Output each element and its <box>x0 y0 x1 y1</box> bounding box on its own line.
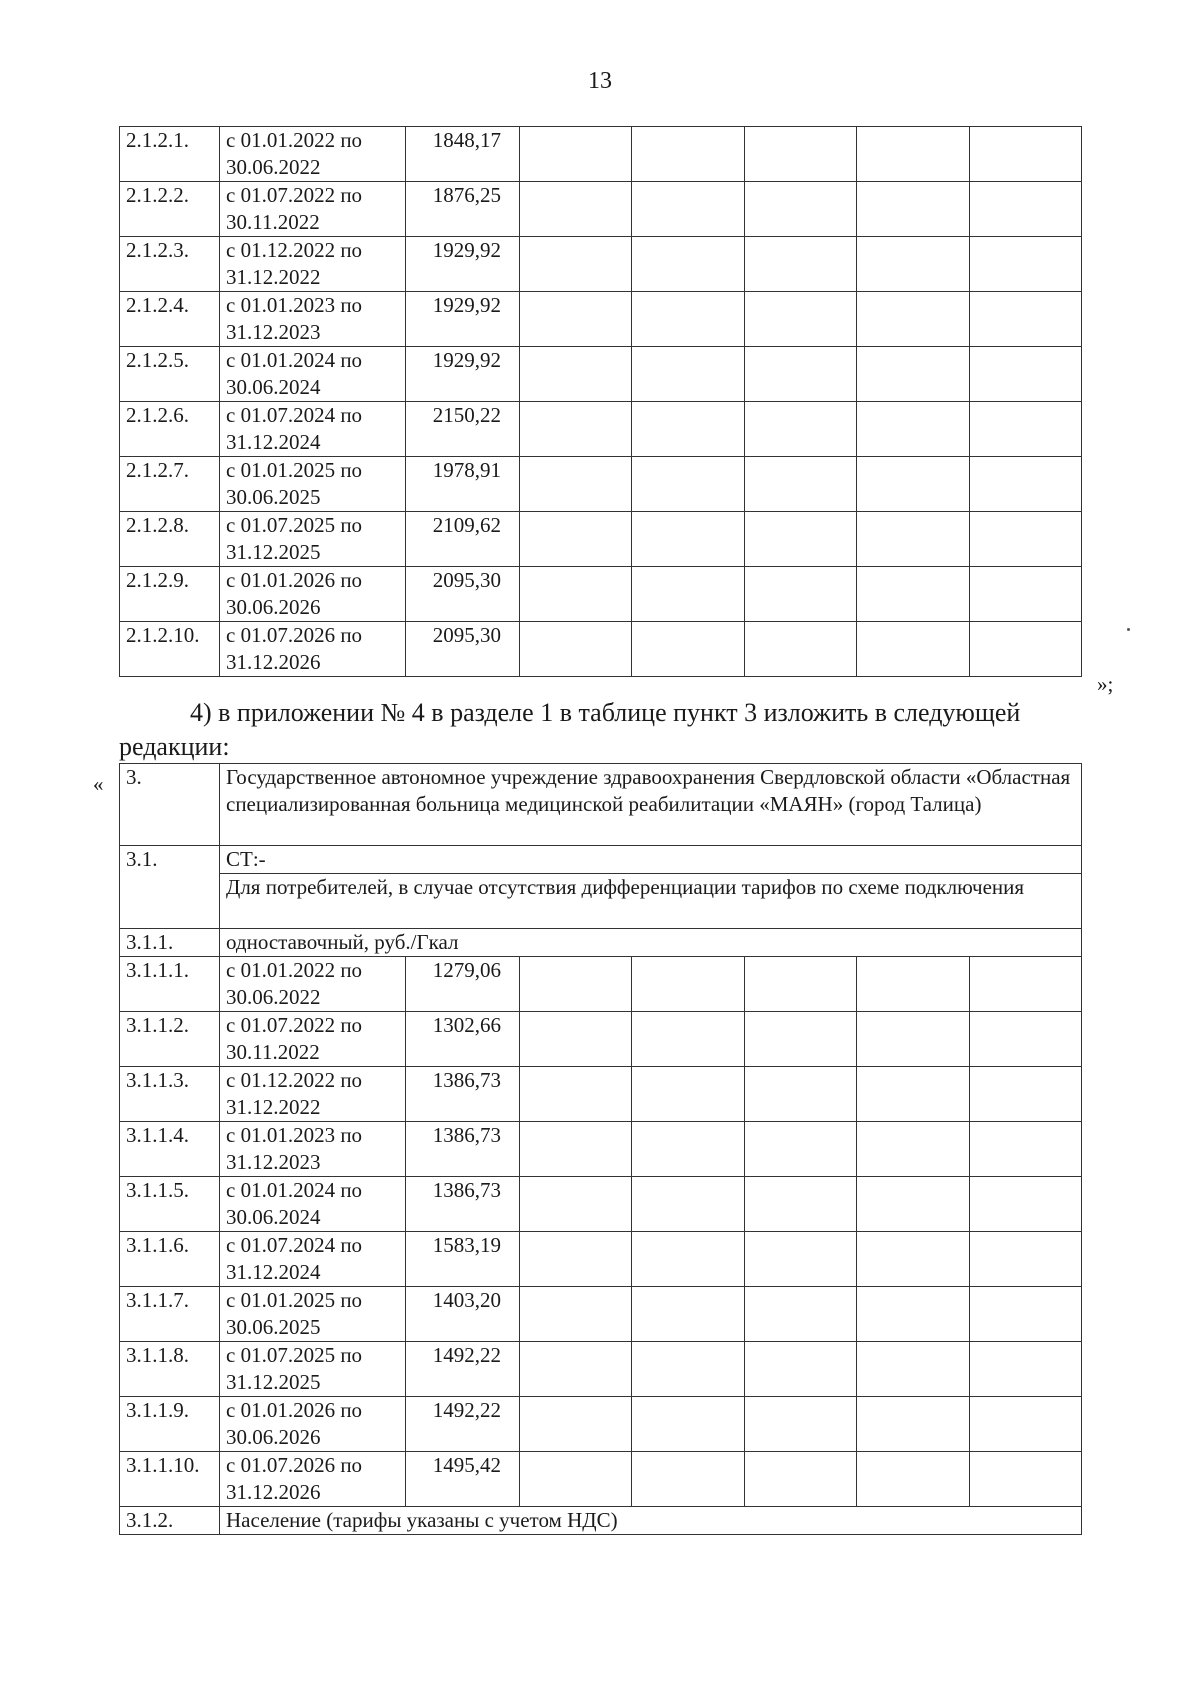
empty-cell <box>632 127 745 182</box>
empty-cell <box>520 622 632 677</box>
tariff-value-cell: 1403,20 <box>406 1287 520 1342</box>
row-number: 3.1.1.2. <box>120 1012 220 1067</box>
instruction-line-1: 4) в приложении № 4 в разделе 1 в таблице пункт 3 изложить в следующей <box>190 698 1021 727</box>
empty-cell <box>632 1012 745 1067</box>
table-row <box>120 292 1082 347</box>
empty-cell <box>632 347 745 402</box>
table-row <box>120 1397 1082 1452</box>
empty-cell <box>520 347 632 402</box>
empty-cell <box>970 127 1082 182</box>
table-row <box>120 402 1082 457</box>
empty-cell <box>857 457 970 512</box>
empty-cell <box>520 1287 632 1342</box>
empty-cell <box>970 347 1082 402</box>
empty-cell <box>857 567 970 622</box>
empty-cell <box>632 1452 745 1507</box>
empty-cell <box>857 1067 970 1122</box>
tariff-value-cell: 1876,25 <box>406 182 520 237</box>
empty-cell <box>632 512 745 567</box>
tariff-value-cell: 1386,73 <box>406 1122 520 1177</box>
table-row-consumers <box>120 874 1082 929</box>
empty-cell <box>520 512 632 567</box>
period-cell: с 01.07.2022 по 30.11.2022 <box>220 182 406 237</box>
empty-cell <box>857 292 970 347</box>
empty-cell <box>857 1452 970 1507</box>
empty-cell <box>632 1342 745 1397</box>
empty-cell <box>520 1342 632 1397</box>
tariff-value-cell: 1929,92 <box>406 237 520 292</box>
row-number: 3.1.1.1. <box>120 957 220 1012</box>
period-cell: с 01.07.2025 по 31.12.2025 <box>220 512 406 567</box>
empty-cell <box>857 237 970 292</box>
period-cell: с 01.07.2022 по 30.11.2022 <box>220 1012 406 1067</box>
empty-cell <box>520 237 632 292</box>
empty-cell <box>520 182 632 237</box>
period-cell: с 01.07.2024 по 31.12.2024 <box>220 402 406 457</box>
empty-cell <box>970 567 1082 622</box>
row-number: 2.1.2.9. <box>120 567 220 622</box>
organization-name: Государственное автономное учреждение здравоохранения Свердловской области «Областная специализированная больница медицинской реабилитации «МАЯН» (город Талица) <box>220 764 1082 846</box>
empty-cell <box>745 1342 857 1397</box>
empty-cell <box>857 1342 970 1397</box>
row-number: 3. <box>120 764 220 846</box>
empty-cell <box>857 622 970 677</box>
row-number: 3.1.1.8. <box>120 1342 220 1397</box>
tariff-value-cell: 2095,30 <box>406 622 520 677</box>
empty-cell <box>970 1452 1082 1507</box>
empty-cell <box>970 182 1082 237</box>
table-row <box>120 1452 1082 1507</box>
tariff-value-cell: 1583,19 <box>406 1232 520 1287</box>
empty-cell <box>857 1232 970 1287</box>
empty-cell <box>745 957 857 1012</box>
empty-cell <box>970 237 1082 292</box>
tariff-value-cell: 2095,30 <box>406 567 520 622</box>
empty-cell <box>970 1177 1082 1232</box>
table-row <box>120 512 1082 567</box>
empty-cell <box>745 127 857 182</box>
tariff-value-cell: 1386,73 <box>406 1177 520 1232</box>
period-cell: с 01.01.2026 по 30.06.2026 <box>220 567 406 622</box>
empty-cell <box>745 1232 857 1287</box>
empty-cell <box>857 1012 970 1067</box>
empty-cell <box>632 182 745 237</box>
empty-cell <box>745 622 857 677</box>
empty-cell <box>745 1012 857 1067</box>
empty-cell <box>520 1067 632 1122</box>
row-number: 2.1.2.1. <box>120 127 220 182</box>
empty-cell <box>970 512 1082 567</box>
instruction-line-2: редакции: <box>119 732 230 761</box>
table-row <box>120 1232 1082 1287</box>
tariff-value-cell: 1978,91 <box>406 457 520 512</box>
empty-cell <box>857 1177 970 1232</box>
st-label: СТ:- <box>220 846 1082 874</box>
period-cell: с 01.01.2022 по 30.06.2022 <box>220 127 406 182</box>
tariff-value-cell: 1929,92 <box>406 347 520 402</box>
empty-cell <box>520 1122 632 1177</box>
empty-cell <box>745 237 857 292</box>
table-row <box>120 622 1082 677</box>
empty-cell <box>970 292 1082 347</box>
period-cell: с 01.12.2022 по 31.12.2022 <box>220 237 406 292</box>
consumers-text: Для потребителей, в случае отсутствия дифференциации тарифов по схеме подключения <box>220 874 1082 929</box>
row-number: 2.1.2.8. <box>120 512 220 567</box>
table-row <box>120 957 1082 1012</box>
table-row <box>120 182 1082 237</box>
opening-quote: « <box>93 772 104 796</box>
empty-cell <box>632 622 745 677</box>
empty-cell <box>632 457 745 512</box>
empty-cell <box>632 567 745 622</box>
empty-cell <box>632 1287 745 1342</box>
empty-cell <box>857 347 970 402</box>
table-row-3-1-2 <box>120 1507 1082 1535</box>
table-row-3-1-1 <box>120 929 1082 957</box>
empty-cell <box>970 1122 1082 1177</box>
empty-cell <box>520 292 632 347</box>
empty-cell <box>970 457 1082 512</box>
row-number: 2.1.2.4. <box>120 292 220 347</box>
table-row <box>120 237 1082 292</box>
tariff-value-cell: 1492,22 <box>406 1342 520 1397</box>
empty-cell <box>745 1287 857 1342</box>
empty-cell <box>520 127 632 182</box>
table-row <box>120 1342 1082 1397</box>
period-cell: с 01.01.2023 по 31.12.2023 <box>220 1122 406 1177</box>
tariff-table-3 <box>119 763 1082 1535</box>
empty-cell <box>745 292 857 347</box>
empty-cell <box>745 512 857 567</box>
empty-cell <box>520 957 632 1012</box>
empty-cell <box>857 402 970 457</box>
empty-cell <box>857 1397 970 1452</box>
empty-cell <box>857 182 970 237</box>
empty-cell <box>745 1177 857 1232</box>
row-number: 2.1.2.7. <box>120 457 220 512</box>
empty-cell <box>632 1122 745 1177</box>
scan-speck <box>1127 628 1130 631</box>
table-row-3-1 <box>120 846 1082 874</box>
empty-cell <box>745 347 857 402</box>
table-row <box>120 1177 1082 1232</box>
tariff-table-2-1-2-body <box>120 127 1082 677</box>
period-cell: с 01.01.2024 по 30.06.2024 <box>220 347 406 402</box>
period-cell: с 01.01.2023 по 31.12.2023 <box>220 292 406 347</box>
row-number: 2.1.2.5. <box>120 347 220 402</box>
period-cell: с 01.07.2024 по 31.12.2024 <box>220 1232 406 1287</box>
empty-cell <box>970 1067 1082 1122</box>
row-number: 3.1.1.10. <box>120 1452 220 1507</box>
tariff-value-cell: 1929,92 <box>406 292 520 347</box>
table-row <box>120 127 1082 182</box>
empty-cell <box>970 1397 1082 1452</box>
empty-cell <box>745 567 857 622</box>
row-number: 3.1.1.3. <box>120 1067 220 1122</box>
population-text: Население (тарифы указаны с учетом НДС) <box>220 1507 1082 1535</box>
empty-cell <box>520 1177 632 1232</box>
tariff-value-cell: 1495,42 <box>406 1452 520 1507</box>
empty-cell <box>632 402 745 457</box>
empty-cell <box>857 1122 970 1177</box>
tariff-value-cell: 1302,66 <box>406 1012 520 1067</box>
tariff-table-2-1-2 <box>119 126 1082 677</box>
table-row <box>120 567 1082 622</box>
tariff-value-cell: 1386,73 <box>406 1067 520 1122</box>
period-cell: с 01.01.2024 по 30.06.2024 <box>220 1177 406 1232</box>
empty-cell <box>520 1397 632 1452</box>
row-number: 3.1.1.6. <box>120 1232 220 1287</box>
period-cell: с 01.07.2025 по 31.12.2025 <box>220 1342 406 1397</box>
empty-cell <box>520 567 632 622</box>
closing-quote: »; <box>1097 672 1114 696</box>
page-number: 13 <box>588 68 612 94</box>
empty-cell <box>632 1397 745 1452</box>
row-number: 2.1.2.6. <box>120 402 220 457</box>
table-row <box>120 1287 1082 1342</box>
empty-cell <box>745 182 857 237</box>
period-cell: с 01.07.2026 по 31.12.2026 <box>220 622 406 677</box>
row-number: 2.1.2.10. <box>120 622 220 677</box>
empty-cell <box>632 1177 745 1232</box>
empty-cell <box>970 1287 1082 1342</box>
empty-cell <box>970 1012 1082 1067</box>
row-number: 3.1.1. <box>120 929 220 957</box>
empty-cell <box>520 1232 632 1287</box>
row-number: 3.1.1.4. <box>120 1122 220 1177</box>
empty-cell <box>857 1287 970 1342</box>
row-number: 3.1.1.5. <box>120 1177 220 1232</box>
table-row <box>120 1067 1082 1122</box>
row-number: 3.1. <box>120 846 220 929</box>
empty-cell <box>857 127 970 182</box>
empty-cell <box>857 512 970 567</box>
tariff-value-cell: 1492,22 <box>406 1397 520 1452</box>
empty-cell <box>632 292 745 347</box>
empty-cell <box>970 622 1082 677</box>
empty-cell <box>970 402 1082 457</box>
empty-cell <box>520 1012 632 1067</box>
row-number: 3.1.1.9. <box>120 1397 220 1452</box>
tariff-value-cell: 1279,06 <box>406 957 520 1012</box>
table-row <box>120 1012 1082 1067</box>
empty-cell <box>970 1342 1082 1397</box>
empty-cell <box>745 1397 857 1452</box>
tariff-table-3-body <box>120 764 1082 1535</box>
row-number: 2.1.2.2. <box>120 182 220 237</box>
period-cell: с 01.01.2025 по 30.06.2025 <box>220 457 406 512</box>
empty-cell <box>745 1452 857 1507</box>
empty-cell <box>520 1452 632 1507</box>
empty-cell <box>745 1122 857 1177</box>
empty-cell <box>520 402 632 457</box>
empty-cell <box>745 457 857 512</box>
empty-cell <box>745 1067 857 1122</box>
empty-cell <box>970 1232 1082 1287</box>
table-row <box>120 1122 1082 1177</box>
empty-cell <box>970 957 1082 1012</box>
empty-cell <box>632 237 745 292</box>
empty-cell <box>857 957 970 1012</box>
empty-cell <box>632 1232 745 1287</box>
tariff-kind: одноставочный, руб./Гкал <box>220 929 1082 957</box>
period-cell: с 01.01.2022 по 30.06.2022 <box>220 957 406 1012</box>
empty-cell <box>520 457 632 512</box>
period-cell: с 01.07.2026 по 31.12.2026 <box>220 1452 406 1507</box>
table-row <box>120 457 1082 512</box>
period-cell: с 01.12.2022 по 31.12.2022 <box>220 1067 406 1122</box>
empty-cell <box>745 402 857 457</box>
tariff-value-cell: 1848,17 <box>406 127 520 182</box>
period-cell: с 01.01.2026 по 30.06.2026 <box>220 1397 406 1452</box>
tariff-value-cell: 2150,22 <box>406 402 520 457</box>
row-number: 3.1.2. <box>120 1507 220 1535</box>
period-cell: с 01.01.2025 по 30.06.2025 <box>220 1287 406 1342</box>
table-row <box>120 347 1082 402</box>
table-row-header <box>120 764 1082 846</box>
row-number: 2.1.2.3. <box>120 237 220 292</box>
empty-cell <box>632 1067 745 1122</box>
row-number: 3.1.1.7. <box>120 1287 220 1342</box>
tariff-value-cell: 2109,62 <box>406 512 520 567</box>
empty-cell <box>632 957 745 1012</box>
